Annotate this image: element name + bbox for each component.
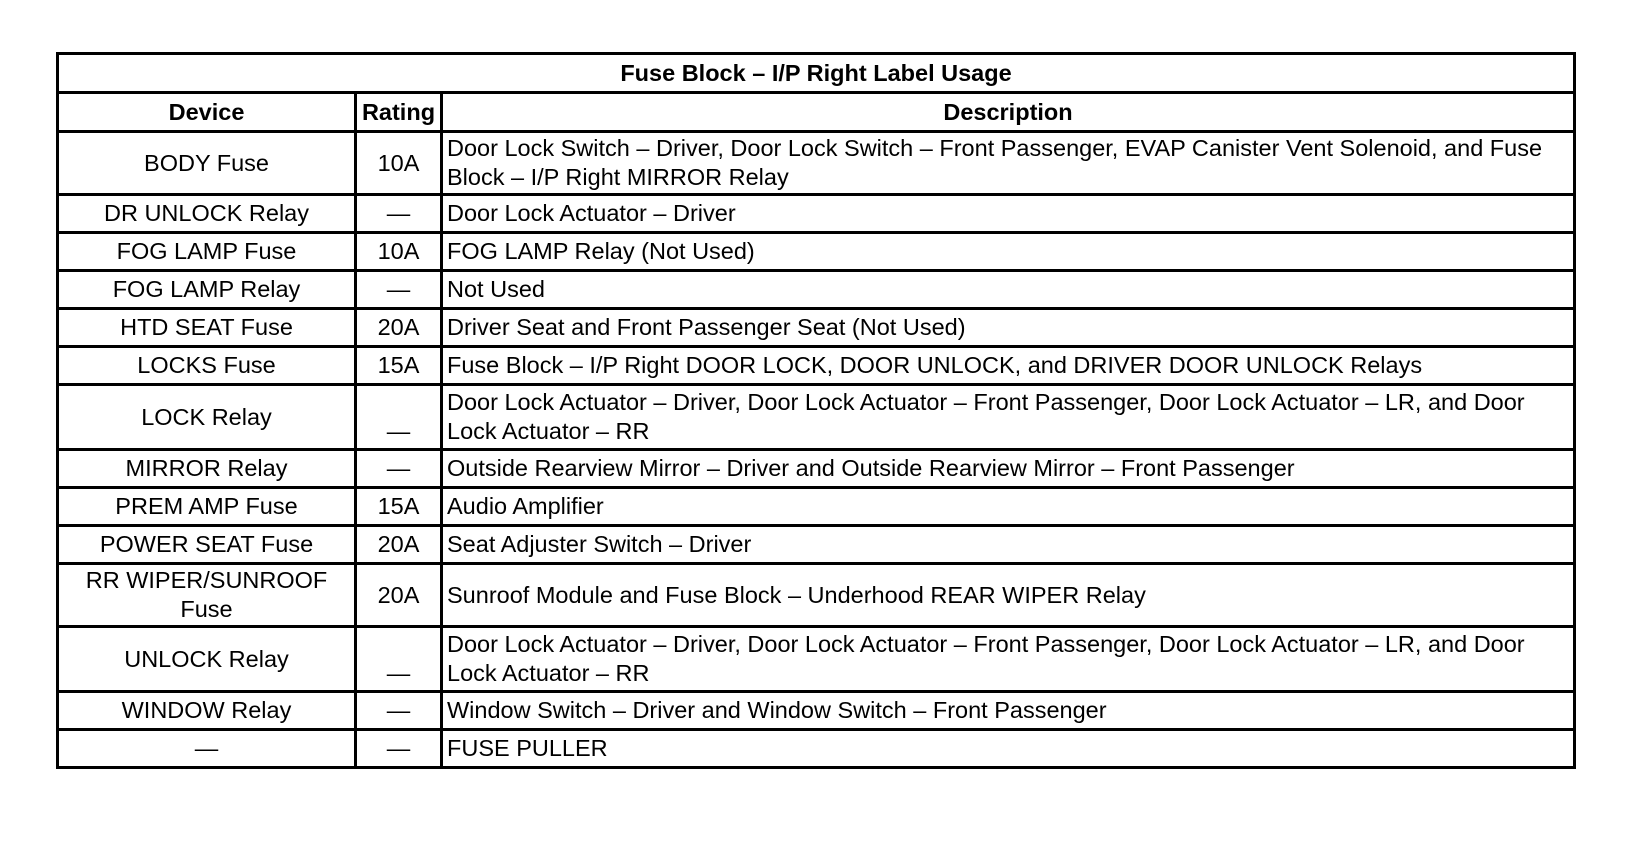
device-cell: WINDOW Relay <box>58 692 356 730</box>
column-header-rating: Rating <box>356 93 442 132</box>
table-row <box>58 233 1575 271</box>
table-title: Fuse Block – I/P Right Label Usage <box>58 54 1575 93</box>
description-cell: Window Switch – Driver and Window Switch – Front Passenger <box>442 692 1575 730</box>
description-cell: Door Lock Actuator – Driver <box>442 195 1575 233</box>
rating-cell: — <box>356 627 442 692</box>
rating-cell: — <box>356 730 442 768</box>
device-cell: BODY Fuse <box>58 132 356 195</box>
table-row <box>58 271 1575 309</box>
rating-cell: — <box>356 195 442 233</box>
description-cell: Door Lock Switch – Driver, Door Lock Switch – Front Passenger, EVAP Canister Vent Solenoid, and Fuse Block – I/P Right MIRROR Relay <box>442 132 1575 195</box>
table-row <box>58 385 1575 450</box>
rating-cell: 15A <box>356 488 442 526</box>
column-header-device: Device <box>58 93 356 132</box>
column-header-description: Description <box>442 93 1575 132</box>
device-cell: — <box>58 730 356 768</box>
device-cell: MIRROR Relay <box>58 450 356 488</box>
device-cell: LOCKS Fuse <box>58 347 356 385</box>
rating-cell: 20A <box>356 564 442 627</box>
table-row <box>58 627 1575 692</box>
rating-cell: — <box>356 450 442 488</box>
description-cell: Seat Adjuster Switch – Driver <box>442 526 1575 564</box>
rating-cell: — <box>356 385 442 450</box>
table-row <box>58 309 1575 347</box>
rating-cell: — <box>356 692 442 730</box>
table-row <box>58 692 1575 730</box>
device-cell: FOG LAMP Fuse <box>58 233 356 271</box>
description-cell: Audio Amplifier <box>442 488 1575 526</box>
device-cell: DR UNLOCK Relay <box>58 195 356 233</box>
description-cell: Fuse Block – I/P Right DOOR LOCK, DOOR UNLOCK, and DRIVER DOOR UNLOCK Relays <box>442 347 1575 385</box>
device-cell: HTD SEAT Fuse <box>58 309 356 347</box>
rating-cell: 20A <box>356 309 442 347</box>
title-row <box>58 54 1575 93</box>
table-row <box>58 450 1575 488</box>
rating-cell: 10A <box>356 233 442 271</box>
description-cell: Outside Rearview Mirror – Driver and Outside Rearview Mirror – Front Passenger <box>442 450 1575 488</box>
table-row <box>58 195 1575 233</box>
device-cell: RR WIPER/SUNROOF Fuse <box>58 564 356 627</box>
description-cell: Sunroof Module and Fuse Block – Underhood REAR WIPER Relay <box>442 564 1575 627</box>
description-cell: Driver Seat and Front Passenger Seat (Not Used) <box>442 309 1575 347</box>
table-row <box>58 730 1575 768</box>
rating-cell: 10A <box>356 132 442 195</box>
description-cell: FOG LAMP Relay (Not Used) <box>442 233 1575 271</box>
fuse-block-table <box>56 52 1576 769</box>
table-row <box>58 526 1575 564</box>
rating-cell: 15A <box>356 347 442 385</box>
description-cell: FUSE PULLER <box>442 730 1575 768</box>
table-row <box>58 488 1575 526</box>
description-cell: Door Lock Actuator – Driver, Door Lock Actuator – Front Passenger, Door Lock Actuator – LR, and Door Lock Actuator – RR <box>442 385 1575 450</box>
rating-cell: 20A <box>356 526 442 564</box>
device-cell: POWER SEAT Fuse <box>58 526 356 564</box>
header-row <box>58 93 1575 132</box>
table-row <box>58 564 1575 627</box>
device-cell: FOG LAMP Relay <box>58 271 356 309</box>
device-cell: LOCK Relay <box>58 385 356 450</box>
rating-cell: — <box>356 271 442 309</box>
device-cell: UNLOCK Relay <box>58 627 356 692</box>
description-cell: Not Used <box>442 271 1575 309</box>
table-row <box>58 347 1575 385</box>
table-row <box>58 132 1575 195</box>
device-cell: PREM AMP Fuse <box>58 488 356 526</box>
description-cell: Door Lock Actuator – Driver, Door Lock Actuator – Front Passenger, Door Lock Actuator – LR, and Door Lock Actuator – RR <box>442 627 1575 692</box>
